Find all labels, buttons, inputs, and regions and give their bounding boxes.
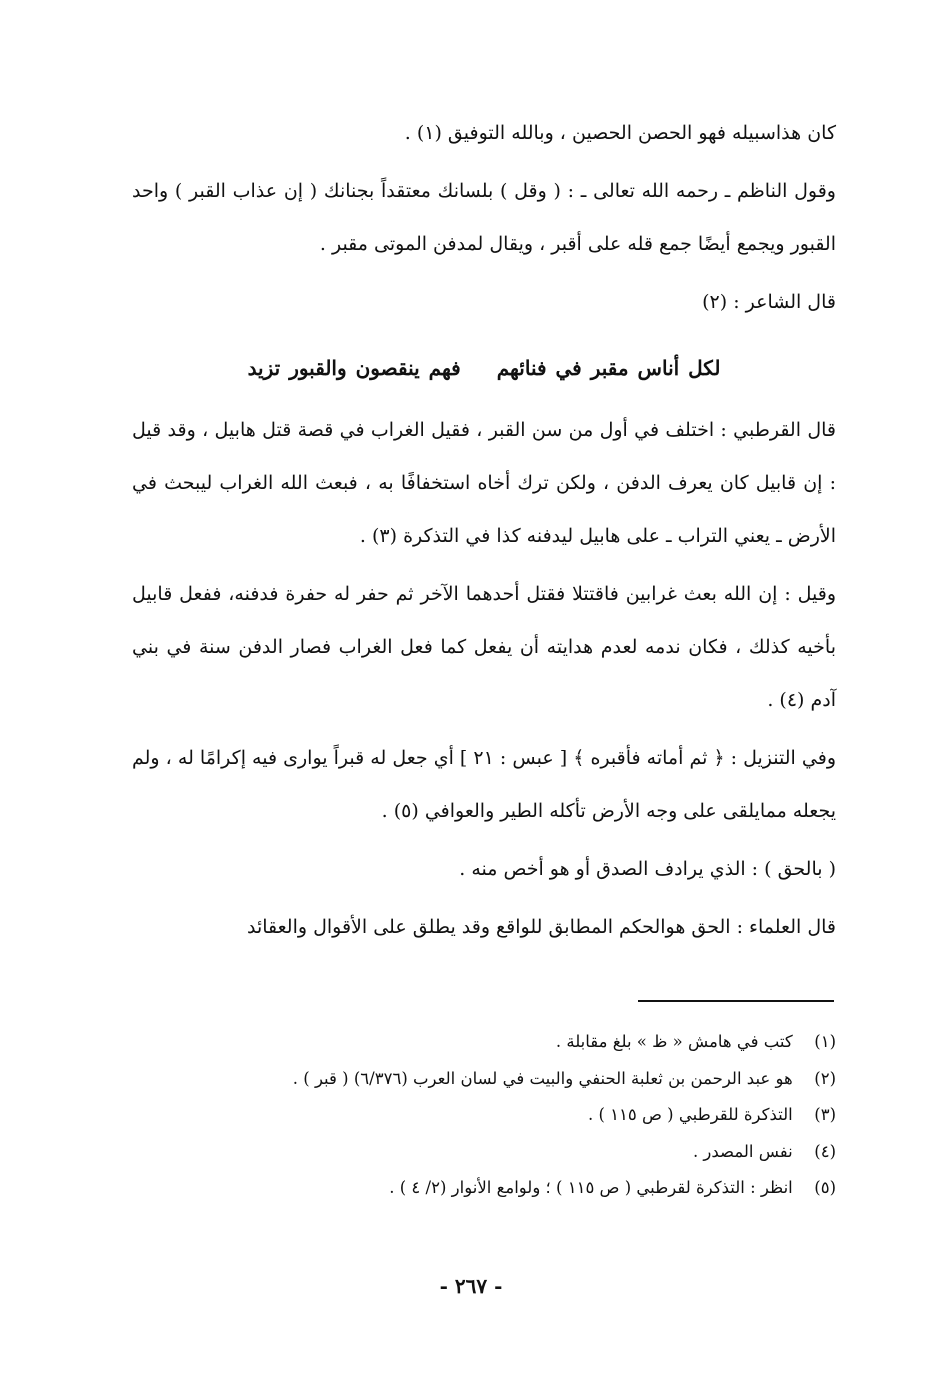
footnote-number: (١)	[814, 1032, 836, 1051]
footnotes	[132, 1024, 836, 1207]
footnote-text: انظر : التذكرة لقرطبي ( ص ١١٥ ) ؛ ولوامع الأنوار (٢/ ٤ ) .	[389, 1178, 793, 1197]
verse-first-hemistich: لكل أناس مقبر في فنائهم	[496, 356, 721, 380]
footnote-3	[132, 1097, 836, 1134]
footnote-text: نفس المصدر .	[692, 1141, 793, 1161]
footnote-text: كتب في هامش « ظ » بلغ مقابلة .	[555, 1032, 793, 1051]
poetry-verse	[132, 348, 836, 388]
footnote-text: هو عبد الرحمن بن ثعلبة الحنفي والبيت في لسان العرب (٦/٣٧٦) ( قبر ) .	[292, 1068, 793, 1088]
paragraph-8: قال العلماء : الحق هوالحكم المطابق للواقع وقد يطلق على الأقوال والعقائد	[246, 916, 836, 938]
footnote-number: (٥)	[814, 1178, 836, 1197]
verse-second-hemistich: فهم ينقصون والقبور تزيد	[247, 356, 461, 380]
footnote-number: (٣)	[814, 1105, 836, 1124]
footnote-1	[132, 1024, 836, 1061]
main-text-top	[132, 107, 836, 329]
paragraph-5: وقيل : إن الله بعث غرابين فاقتتلا فقتل أحدهما الآخر ثم حفر له حفرة فدفنه، ففعل قابيل بأخيه كذلك ، فكان ندمه لعدم هدايته أن يفعل كما فعل الغراب فصار الدفن سنة في بني آدم (٤) .	[132, 583, 836, 711]
paragraph-7: ( بالحق ) : الذي يرادف الصدق أو هو أخص منه .	[459, 858, 836, 880]
footnote-5	[132, 1170, 836, 1207]
footnote-4	[132, 1134, 836, 1171]
main-text-bottom	[132, 404, 836, 954]
paragraph-3: قال الشاعر : (٢)	[702, 291, 836, 313]
footnote-2	[132, 1061, 836, 1098]
footnote-number: (٤)	[814, 1141, 836, 1161]
paragraph-1: كان هذاسبيله فهو الحصن الحصين ، وبالله التوفيق (١) .	[404, 122, 836, 144]
paragraph-6: وفي التنزيل : ﴿ ثم أماته فأقبره ﴾ [ عبس : ٢١ ] أي جعل له قبراً يوارى فيه إكرامًا له ، ولم يجعله ممايلقى على وجه الأرض تأكله الطير والعوافي (٥) .	[132, 747, 836, 822]
footnote-divider	[638, 1000, 834, 1002]
footnote-number: (٢)	[814, 1068, 836, 1088]
page-number: - ٢٦٧ -	[439, 1274, 503, 1298]
footnote-text: التذكرة للقرطبي ( ص ١١٥ ) .	[587, 1105, 793, 1124]
paragraph-2: وقول الناظم ـ رحمه الله تعالى ـ : ( وقل ) بلسانك معتقداً بجنانك ( إن عذاب القبر ) واحد القبور ويجمع أيضًا جمع قله على أقبر ، ويقال لمدفن الموتى مقبر .	[132, 180, 836, 255]
paragraph-4: قال القرطبي : اختلف في أول من سن القبر ، فقيل الغراب في قصة قتل هابيل ، وقد قيل : إن قابيل كان يعرف الدفن ، ولكن ترك أخاه استخفافًا به ، فبعث الله الغراب ليبحث في الأرض ـ يعني التراب ـ على هابيل ليدفنه كذا في التذكرة (٣) .	[132, 419, 836, 547]
